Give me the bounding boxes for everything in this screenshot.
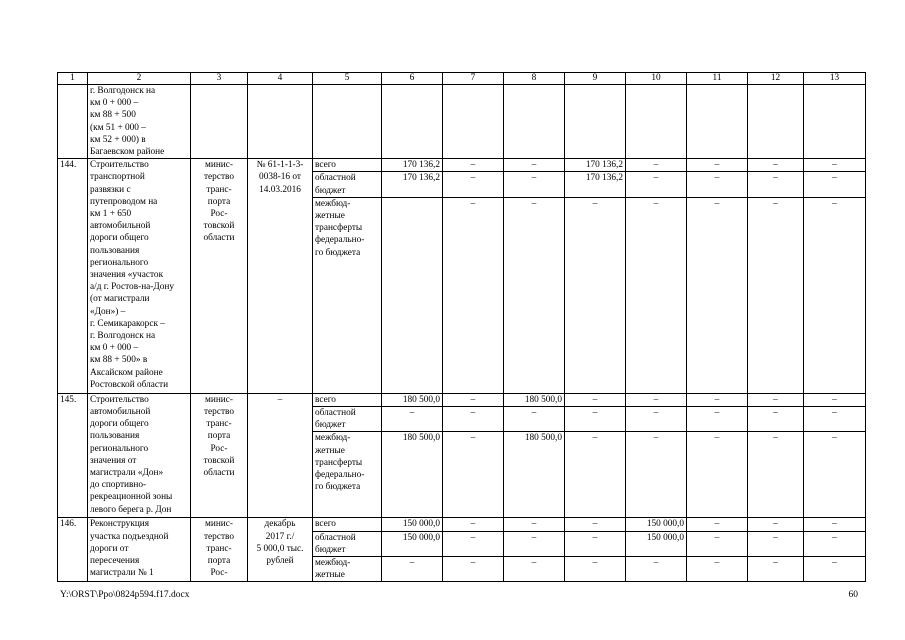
col-header: 1 xyxy=(58,73,88,85)
amount: – xyxy=(804,407,866,432)
amount: 170 136,2 xyxy=(382,159,443,172)
table-row xyxy=(58,85,866,159)
amount: – xyxy=(626,393,687,406)
amount: 180 500,0 xyxy=(504,393,565,406)
amount: – xyxy=(687,432,748,518)
amount: 150 000,0 xyxy=(626,531,687,556)
col-header: 13 xyxy=(804,73,866,85)
amount: – xyxy=(687,557,748,582)
amount: – xyxy=(748,172,804,197)
amount: – xyxy=(804,432,866,518)
amount: 180 500,0 xyxy=(382,393,443,406)
object-name: Строительство транспортной развязки с путепроводом на км 1 + 650 автомобильной дороги общего пользования регионального значения «участок а/д г. Ростов-на-Дону (от магистрали «Дон») – г. Семикаракорск – г. Волгодонск на км 0 + 000 – км 88 + 500» в Аксайском районе Ростовской области xyxy=(88,159,191,394)
row-number: 144. xyxy=(58,159,88,394)
funding-source: всего xyxy=(313,393,382,406)
row-number: 146. xyxy=(58,518,88,582)
customer: минис- терство транс- порта Рос- товской области xyxy=(191,159,248,394)
table-row xyxy=(58,518,866,531)
amount: – xyxy=(565,393,626,406)
amount: – xyxy=(626,432,687,518)
col-header: 6 xyxy=(382,73,443,85)
amount: – xyxy=(748,518,804,531)
document-ref: декабрь 2017 г./ 5 000,0 тыс. рублей xyxy=(248,518,313,582)
customer: минис- терство транс- порта Рос- xyxy=(191,518,248,582)
amount: 170 136,2 xyxy=(565,159,626,172)
amount: 180 500,0 xyxy=(504,432,565,518)
amount: – xyxy=(626,407,687,432)
amount: – xyxy=(748,531,804,556)
col-header: 7 xyxy=(443,73,504,85)
col-header: 4 xyxy=(248,73,313,85)
column-number-row xyxy=(58,73,866,85)
amount: – xyxy=(804,159,866,172)
col-header: 2 xyxy=(88,73,191,85)
amount: – xyxy=(565,518,626,531)
amount: – xyxy=(804,393,866,406)
amount: – xyxy=(687,197,748,393)
funding-source: областной бюджет xyxy=(313,531,382,556)
amount: – xyxy=(443,432,504,518)
amount: – xyxy=(504,197,565,393)
amount: – xyxy=(687,531,748,556)
amount: – xyxy=(504,159,565,172)
col-header: 10 xyxy=(626,73,687,85)
amount: – xyxy=(687,159,748,172)
amount xyxy=(382,197,443,393)
amount: – xyxy=(443,172,504,197)
amount: – xyxy=(626,172,687,197)
amount: – xyxy=(748,197,804,393)
amount: – xyxy=(748,393,804,406)
funding-source: межбюд- жетные трансферты федерально- го бюджета xyxy=(313,197,382,393)
amount: – xyxy=(504,557,565,582)
amount: – xyxy=(748,407,804,432)
funding-source: областной бюджет xyxy=(313,407,382,432)
amount: – xyxy=(804,518,866,531)
document-ref: – xyxy=(248,393,313,518)
amount: – xyxy=(804,531,866,556)
amount: – xyxy=(504,531,565,556)
amount: – xyxy=(443,557,504,582)
amount: – xyxy=(565,531,626,556)
table-row xyxy=(58,159,866,172)
page-number: 60 xyxy=(848,590,858,600)
col-header: 12 xyxy=(748,73,804,85)
amount: – xyxy=(804,557,866,582)
col-header: 8 xyxy=(504,73,565,85)
amount: – xyxy=(565,557,626,582)
funding-source: межбюд- жетные трансферты федерально- го бюджета xyxy=(313,432,382,518)
amount: 150 000,0 xyxy=(382,518,443,531)
amount: – xyxy=(565,197,626,393)
amount: – xyxy=(443,531,504,556)
financing-table xyxy=(57,72,866,582)
col-header: 11 xyxy=(687,73,748,85)
col-header: 3 xyxy=(191,73,248,85)
amount: – xyxy=(504,407,565,432)
amount: – xyxy=(443,518,504,531)
amount: – xyxy=(687,172,748,197)
funding-source: всего xyxy=(313,518,382,531)
amount: – xyxy=(565,432,626,518)
document-ref: № 61-1-1-3- 0038-16 от 14.03.2016 xyxy=(248,159,313,394)
amount: – xyxy=(626,197,687,393)
amount: – xyxy=(748,432,804,518)
amount: – xyxy=(804,172,866,197)
amount: – xyxy=(748,557,804,582)
col-header: 9 xyxy=(565,73,626,85)
amount: – xyxy=(687,393,748,406)
funding-source: всего xyxy=(313,159,382,172)
amount: 150 000,0 xyxy=(626,518,687,531)
object-name: Строительство автомобильной дороги общего пользования регионального значения от магистрали «Дон» до спортивно- рекреационной зоны левого берега р. Дон xyxy=(88,393,191,518)
amount: – xyxy=(443,407,504,432)
table-row xyxy=(58,393,866,406)
col-header: 5 xyxy=(313,73,382,85)
amount: – xyxy=(382,407,443,432)
amount: – xyxy=(443,393,504,406)
object-name: Реконструкция участка подъездной дороги от пересечения магистрали № 1 xyxy=(88,518,191,582)
customer: минис- терство транс- порта Рос- товской области xyxy=(191,393,248,518)
amount: – xyxy=(687,518,748,531)
amount: – xyxy=(565,407,626,432)
amount: – xyxy=(748,159,804,172)
amount: – xyxy=(687,407,748,432)
amount: 150 000,0 xyxy=(382,531,443,556)
object-name: г. Волгодонск на км 0 + 000 – км 88 + 500 (км 51 + 000 – км 52 + 000) в Багаевском районе xyxy=(88,85,191,159)
amount: – xyxy=(382,557,443,582)
amount: – xyxy=(626,159,687,172)
file-path: Y:\ORST\Ppo\0824p594.f17.docx xyxy=(60,590,190,600)
amount: – xyxy=(443,197,504,393)
funding-source: областной бюджет xyxy=(313,172,382,197)
amount: – xyxy=(626,557,687,582)
amount: – xyxy=(504,172,565,197)
funding-source: межбюд- жетные xyxy=(313,557,382,582)
row-number: 145. xyxy=(58,393,88,518)
amount: 170 136,2 xyxy=(382,172,443,197)
amount: – xyxy=(804,197,866,393)
amount: 180 500,0 xyxy=(382,432,443,518)
amount: – xyxy=(443,159,504,172)
amount: – xyxy=(504,518,565,531)
amount: 170 136,2 xyxy=(565,172,626,197)
